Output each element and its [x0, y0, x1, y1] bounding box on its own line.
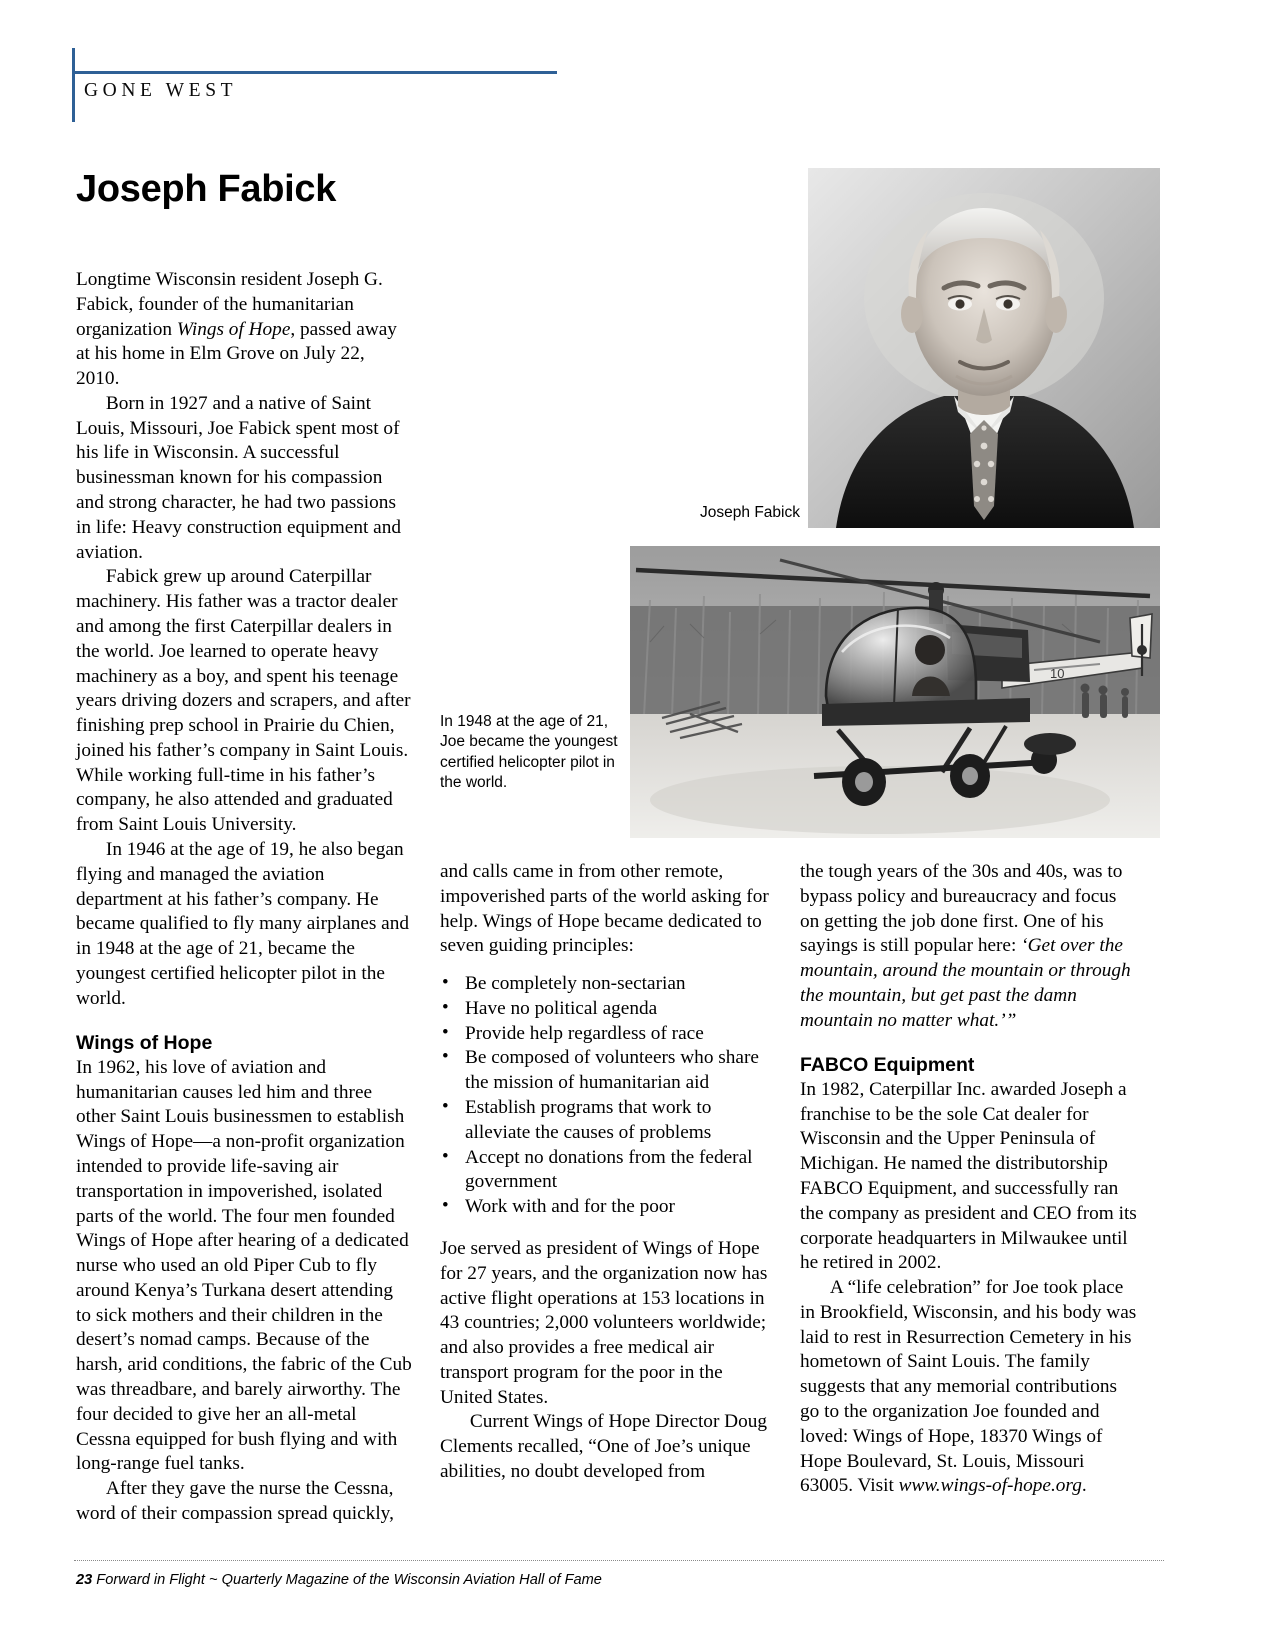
body-column-2	[440, 860, 776, 1485]
intro-text-b: , passed away at his home in Elm Grove on July 22, 2010.	[76, 318, 397, 390]
list-item: • Have no political agenda	[465, 997, 776, 1022]
fabick-saying: ‘Get over the mountain, around the mountain or through the mountain, but get past the damn mountain no matter what.’”	[800, 935, 1131, 1031]
portrait-caption: Joseph Fabick	[700, 504, 800, 521]
paragraph-clements-quote-start: Current Wings of Hope Director Doug Clements recalled, “One of Joe’s unique abilities, no doubt developed from	[440, 1411, 768, 1482]
list-item: • Accept no donations from the federal government	[465, 1146, 776, 1196]
paragraph-presidency: Joe served as president of Wings of Hope for 27 years, and the organization now has active flight operations at 153 locations in 43 countries; 2,000 volunteers worldwide; and also provides a free medical air transport program for the poor in the United States.	[440, 1237, 768, 1408]
quote-lead-text: the tough years of the 30s and 40s, was to bypass policy and bureaucracy and focus on getting the job done first. One of his sayings is still popular here:	[800, 861, 1123, 957]
body-column-1	[76, 268, 412, 1527]
paragraph-founding: In 1962, his love of aviation and humanitarian causes led him and three other Saint Louis businessmen to establish Wings of Hope—a non-profit organization intended to provide life-saving air transportation in impoverished, isolated parts of the world. The four men founded Wings of Hope after hearing of a dedicated nurse who used an old Piper Cub to fly around Kenya’s Turkana desert attending to sick mothers and their children in the desert’s nomad camps. Because of the harsh, arid conditions, the fabric of the Cub was threadbare, and barely airworthy. The four decided to give her an all-metal Cessna equipped for bush flying and with long-range fuel tanks.	[76, 1056, 412, 1475]
kicker-vertical-rule	[72, 48, 75, 122]
subhead-wings-of-hope: Wings of Hope	[76, 1032, 213, 1055]
paragraph-born: Born in 1927 and a native of Saint Louis, Missouri, Joe Fabick spent most of his life in Wisconsin. A successful businessman known for his compassion and strong character, he had two passions in life: Heavy construction equipment and aviation.	[76, 392, 402, 563]
intro-org-name: Wings of Hope	[176, 318, 291, 340]
publication-name: Forward in Flight ~ Quarterly Magazine of the Wisconsin Aviation Hall of Fame	[96, 1572, 602, 1588]
portrait-photo	[808, 168, 1160, 528]
memorial-text-a: A “life celebration” for Joe took place in Brookfield, Wisconsin, and his body was laid to rest in Resurrection Cemetery in his hometown of Saint Louis. The family suggests that any memorial contributions go to the organization Joe founded and loved: Wings of Hope, 18370 Wings of Hope Boulevard, St. Louis, Missouri 63005. Visit	[800, 1277, 1137, 1497]
section-kicker	[72, 48, 1162, 128]
wings-of-hope-website: www.wings-of-hope.org	[898, 1475, 1082, 1497]
paragraph-cessna: After they gave the nurse the Cessna, word of their compassion spread quickly,	[76, 1478, 394, 1524]
list-item: • Work with and for the poor	[465, 1195, 776, 1220]
helicopter-caption: In 1948 at the age of 21, Joe became the youngest certified helicopter pilot in the world.	[440, 713, 618, 792]
kicker-horizontal-rule	[72, 71, 557, 74]
intro-text-a: Longtime Wisconsin resident Joseph G. Fabick, founder of the humanitarian organization	[76, 269, 383, 340]
paragraph-caterpillar: Fabick grew up around Caterpillar machinery. His father was a tractor dealer and among the first Caterpillar dealers in the world. Joe learned to operate heavy machinery as a boy, and spent his teenage years driving dozers and scrapers, and after finishing prep school in Prairie du Chien, joined his father’s company in Saint Louis. While working full-time in his father’s company, he also attended and graduated from Saint Louis University.	[76, 566, 411, 836]
paragraph-intro	[76, 268, 412, 392]
list-item: • Establish programs that work to alleviate the causes of problems	[465, 1096, 776, 1146]
paragraph-life-celebration	[800, 1276, 1140, 1499]
footer-divider	[74, 1560, 1164, 1561]
helicopter-photo	[630, 546, 1160, 838]
subhead-fabco-equipment: FABCO Equipment	[800, 1054, 975, 1077]
list-item: • Be composed of volunteers who share the mission of humanitarian aid	[465, 1046, 776, 1096]
svg-text:10: 10	[1050, 666, 1065, 681]
list-item: • Be completely non-sectarian	[465, 972, 776, 997]
guiding-principles-list	[440, 972, 776, 1220]
list-item: • Provide help regardless of race	[465, 1022, 776, 1047]
spacer	[440, 1220, 776, 1237]
page-number: 23	[76, 1572, 93, 1588]
memorial-text-b: .	[1081, 1475, 1087, 1497]
paragraph-flying: In 1946 at the age of 19, he also began flying and managed the aviation department at his father’s company. He became qualified to fly many airplanes and in 1948 at the age of 21, became the youngest certified helicopter pilot in the world.	[76, 838, 410, 1009]
paragraph-clements-quote-end	[800, 860, 1140, 1033]
paragraph-principles-intro: and calls came in from other remote, impoverished parts of the world asking for help. Wings of Hope became dedicated to seven guiding principles:	[440, 861, 769, 957]
paragraph-fabco: In 1982, Caterpillar Inc. awarded Joseph a franchise to be the sole Cat dealer for Wisconsin and the Upper Peninsula of Michigan. He named the distributorship FABCO Equipment, and successfully ran the company as president and CEO from its corporate headquarters in Milwaukee until he retired in 2002.	[800, 1078, 1137, 1274]
kicker-label: GONE WEST	[84, 80, 238, 101]
footer	[76, 1572, 602, 1588]
body-column-3	[800, 860, 1140, 1499]
page-title: Joseph Fabick	[76, 168, 337, 210]
